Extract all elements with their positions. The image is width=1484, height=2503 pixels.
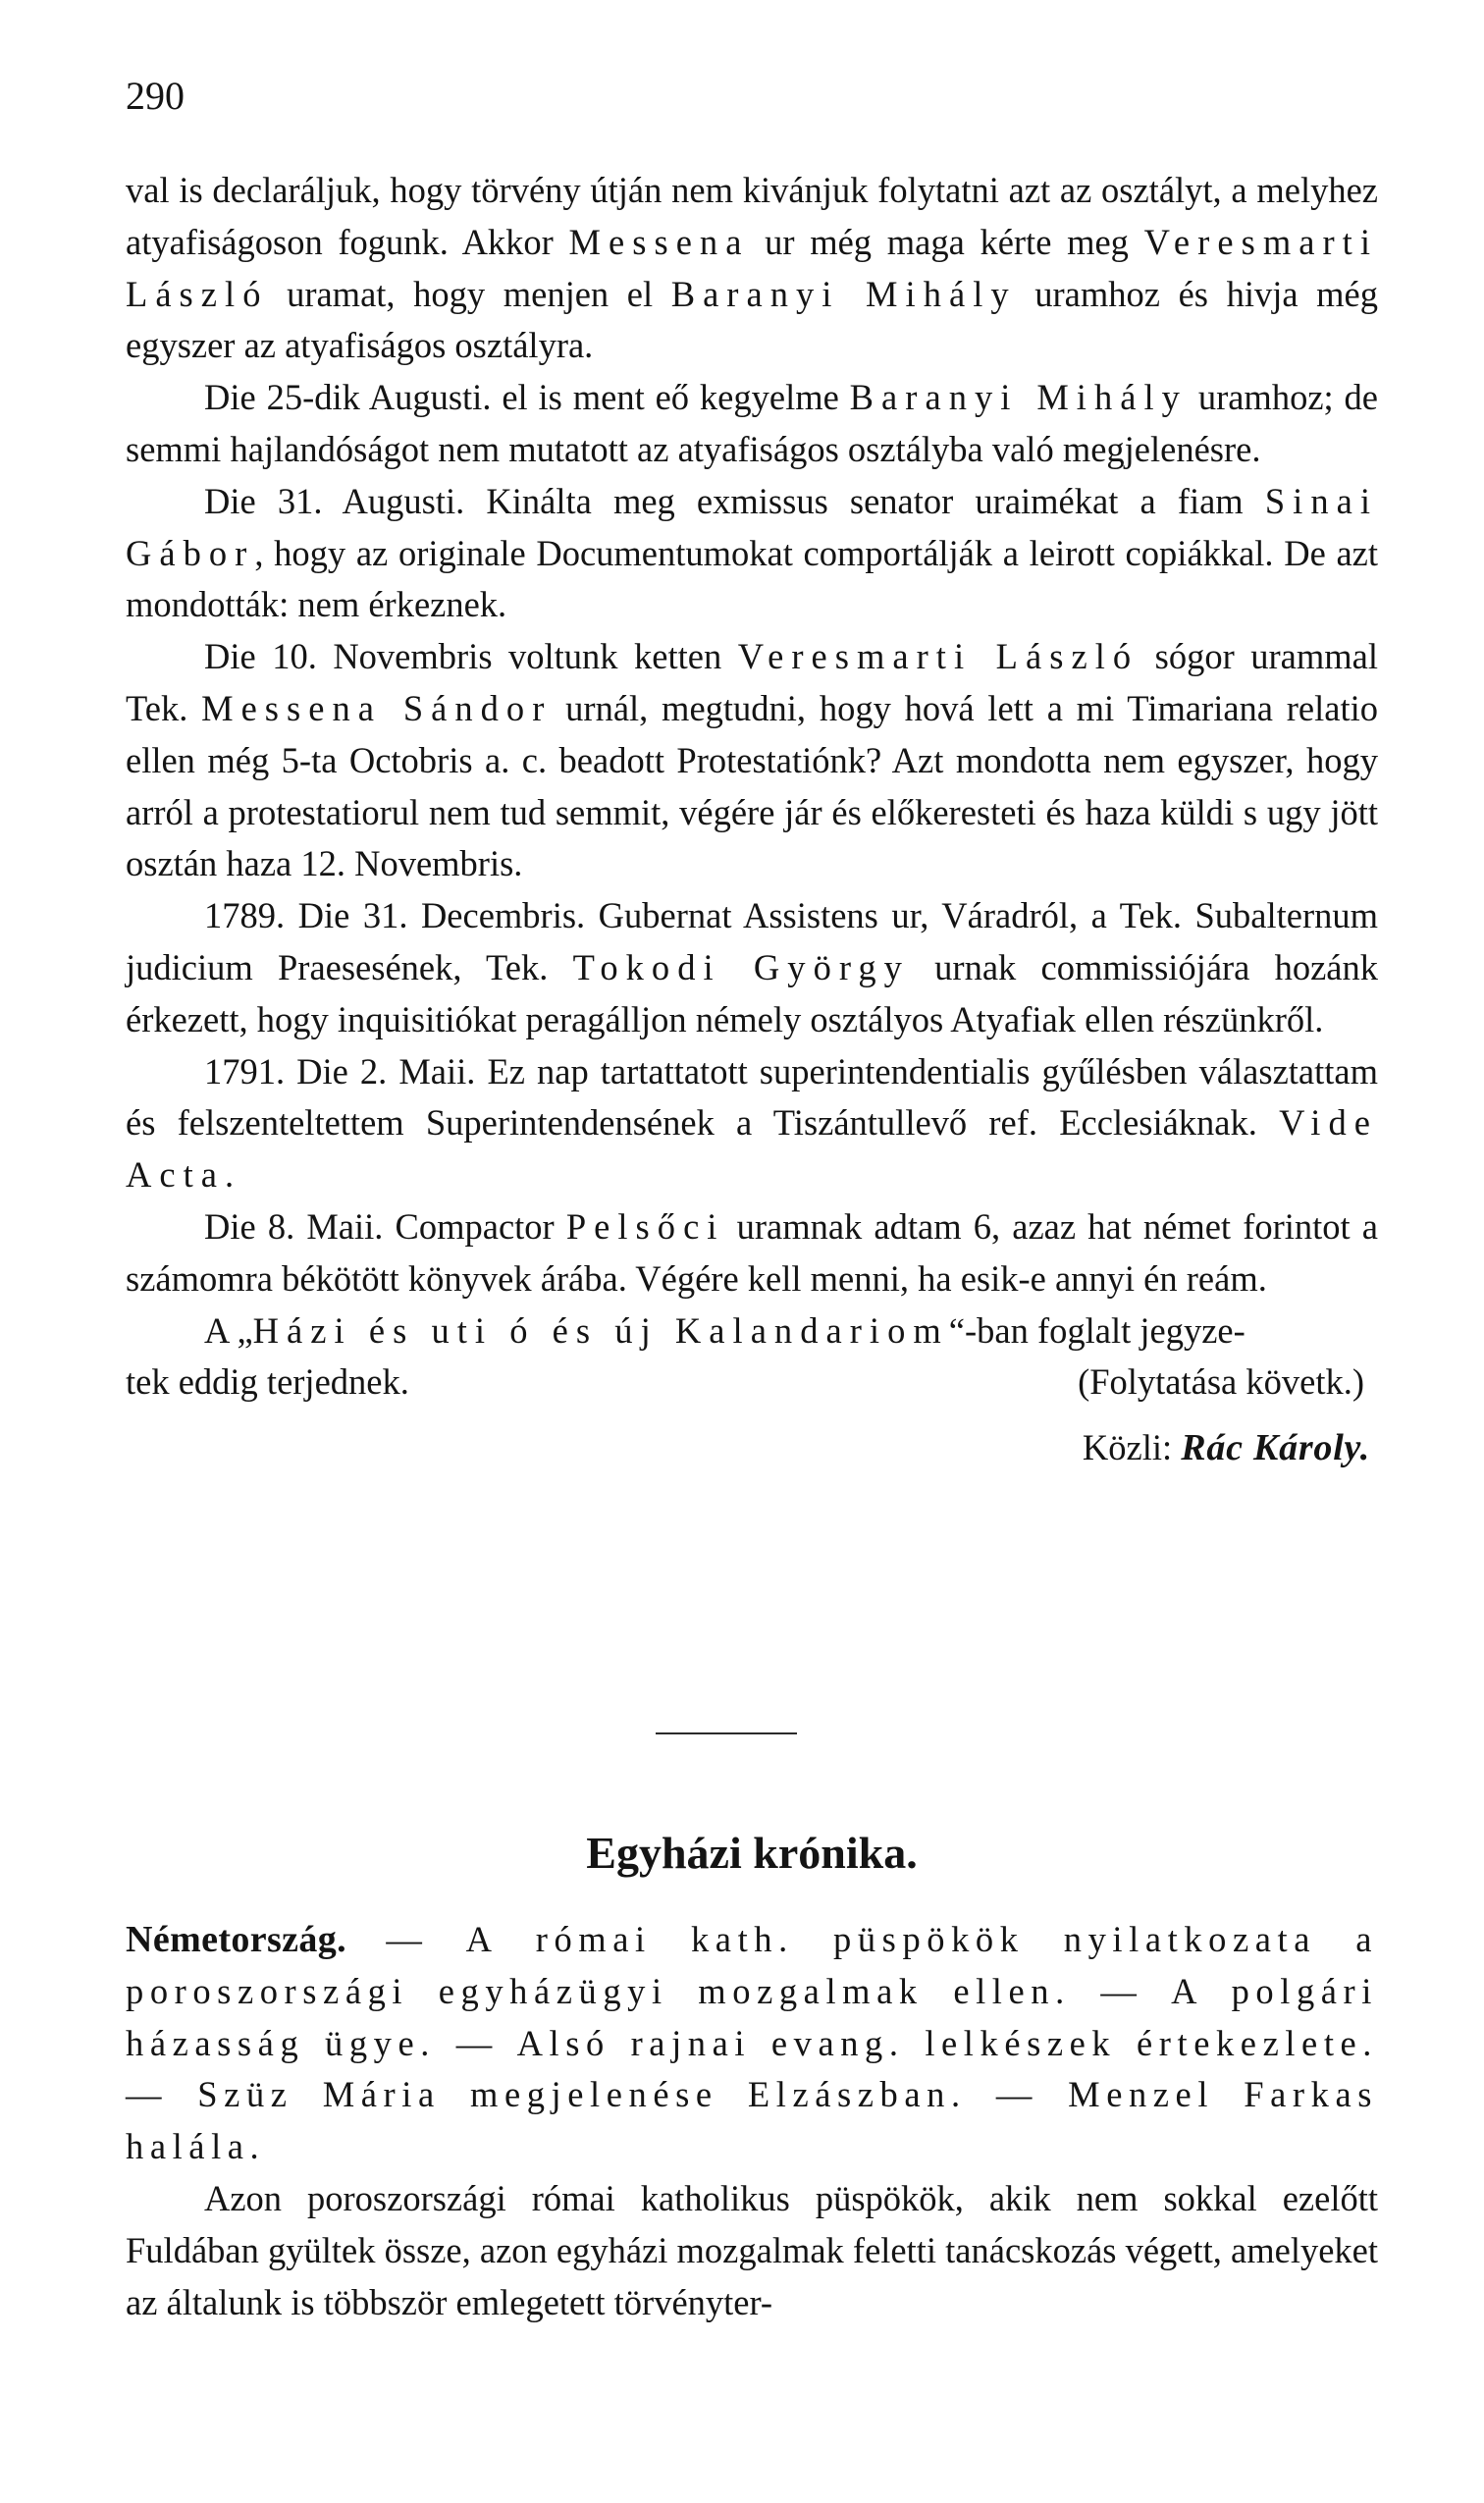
closing-line-1: A „Házi és uti ó és új Kalandariom“-ban foglalt jegyze- xyxy=(204,1309,1246,1351)
signature-prefix: Közli: xyxy=(1082,1427,1182,1468)
paragraph: Die 10. Novembris voltunk ketten Veresmarti László sógor urammal Tek. Messena Sándor urnál, megtudni, hogy hová lett a mi Timariana relatio ellen még 5-ta Octobris a. c. beadott Protestatiónk? Azt mondotta nem egyszer, hogy arról a protestatiorul nem tud semmit, végére jár és előkeresteti és haza küldi s ugy jött osztán haza 12. Novembris. xyxy=(126,636,1378,884)
country-heading: Németország. xyxy=(126,1919,347,1960)
church-chronicle-section xyxy=(126,1824,1378,2328)
paragraph: val is declaráljuk, hogy törvény útján nem kivánjuk folytatni azt az osztályt, a melyhez atyafiságoson fogunk. Akkor Messena ur még maga kérte meg Veresmarti László uramat, hogy menjen el Baranyi Mihály uramhoz és hivja még egyszer az atyafiságos osztályra. xyxy=(126,170,1378,366)
paragraph: Die 31. Augusti. Kinálta meg exmissus senator uraimékat a fiam Sinai Gábor, hogy az originale Documentumokat comportálják a leirott copiákkal. De azt mondották: nem érkeznek. xyxy=(126,480,1378,625)
continuation-note: (Folytatása követk.) xyxy=(1078,1361,1364,1403)
signature-name: Rác Károly. xyxy=(1181,1427,1370,1469)
spaced-name: Vide Acta xyxy=(126,1102,1378,1196)
section-title: Egyházi krónika. xyxy=(586,1828,918,1878)
paragraph: Die 25-dik Augusti. el is ment eő kegyelme Baranyi Mihály uramhoz; de semmi hajlandóságot nem mutatott az atyafiságos osztályba való megjelenésre. xyxy=(126,377,1378,469)
section-divider xyxy=(656,1732,797,1734)
signature xyxy=(126,1420,1378,1475)
spaced-name: Messena xyxy=(568,221,750,262)
spaced-name: Pelsőci xyxy=(565,1205,725,1247)
chronicle-text xyxy=(126,165,1378,1475)
spaced-name: Veresmarti László xyxy=(737,636,1140,677)
spaced-name: Sinai Gábor xyxy=(126,480,1378,573)
spaced-name: Messena Sándor xyxy=(201,687,553,728)
paragraph: 1789. Die 31. Decembris. Gubernat Assistens ur, Váradról, a Tek. Subalternum judicium Praesesének, Tek. Tokodi György urnak commissiójára hozánk érkezett, hogy inquisitiókat peragálljon némely osztályos Atyafiak ellen részünkről. xyxy=(126,895,1378,1039)
spaced-name: Tokodi György xyxy=(572,946,910,987)
spaced-name: Baranyi Mihály xyxy=(849,377,1188,418)
paragraph: 1791. Die 2. Maii. Ez nap tartattatott superintendentialis gyűlésben választattam és felszenteltettem Superintendensének a Tiszántullevő ref. Ecclesiáknak. Vide Acta. xyxy=(126,1050,1378,1196)
spaced-name: Házi és uti ó és új Kalandariom xyxy=(252,1309,949,1351)
closing-line-2 xyxy=(126,1357,1378,1409)
section-body: Azon poroszországi római katholikus püspökök, akik nem sokkal ezelőtt Fuldában gyültek össze, azon egyházi mozgalmak feletti tanácskozás végett, amelyeket az általunk is többször emlegetett törvényter- xyxy=(126,2177,1379,2322)
paragraph: Die 8. Maii. Compactor Pelsőci uramnak adtam 6, azaz hat német forintot a számomra békötött könyvek árába. Végére kell menni, ha esik-e annyi én reám. xyxy=(126,1205,1378,1299)
section-summary xyxy=(126,1914,1378,2173)
spaced-name: Veresmarti László xyxy=(126,221,1378,314)
closing-paragraph xyxy=(126,1305,1378,1410)
page-number: 290 xyxy=(126,74,185,118)
spaced-name: Baranyi Mihály xyxy=(670,273,1017,314)
closing-line-2-text: tek eddig terjednek. xyxy=(126,1361,409,1403)
summary-text: — A római kath. püspökök nyilatkozata a poroszországi egyházügyi mozgalmak ellen. — A polgári házasság ügye. — Alsó rajnai evang. lelkészek értekezlete. — Szüz Mária megjelenése Elzászban. — Menzel Farkas halála. xyxy=(126,1919,1378,2167)
